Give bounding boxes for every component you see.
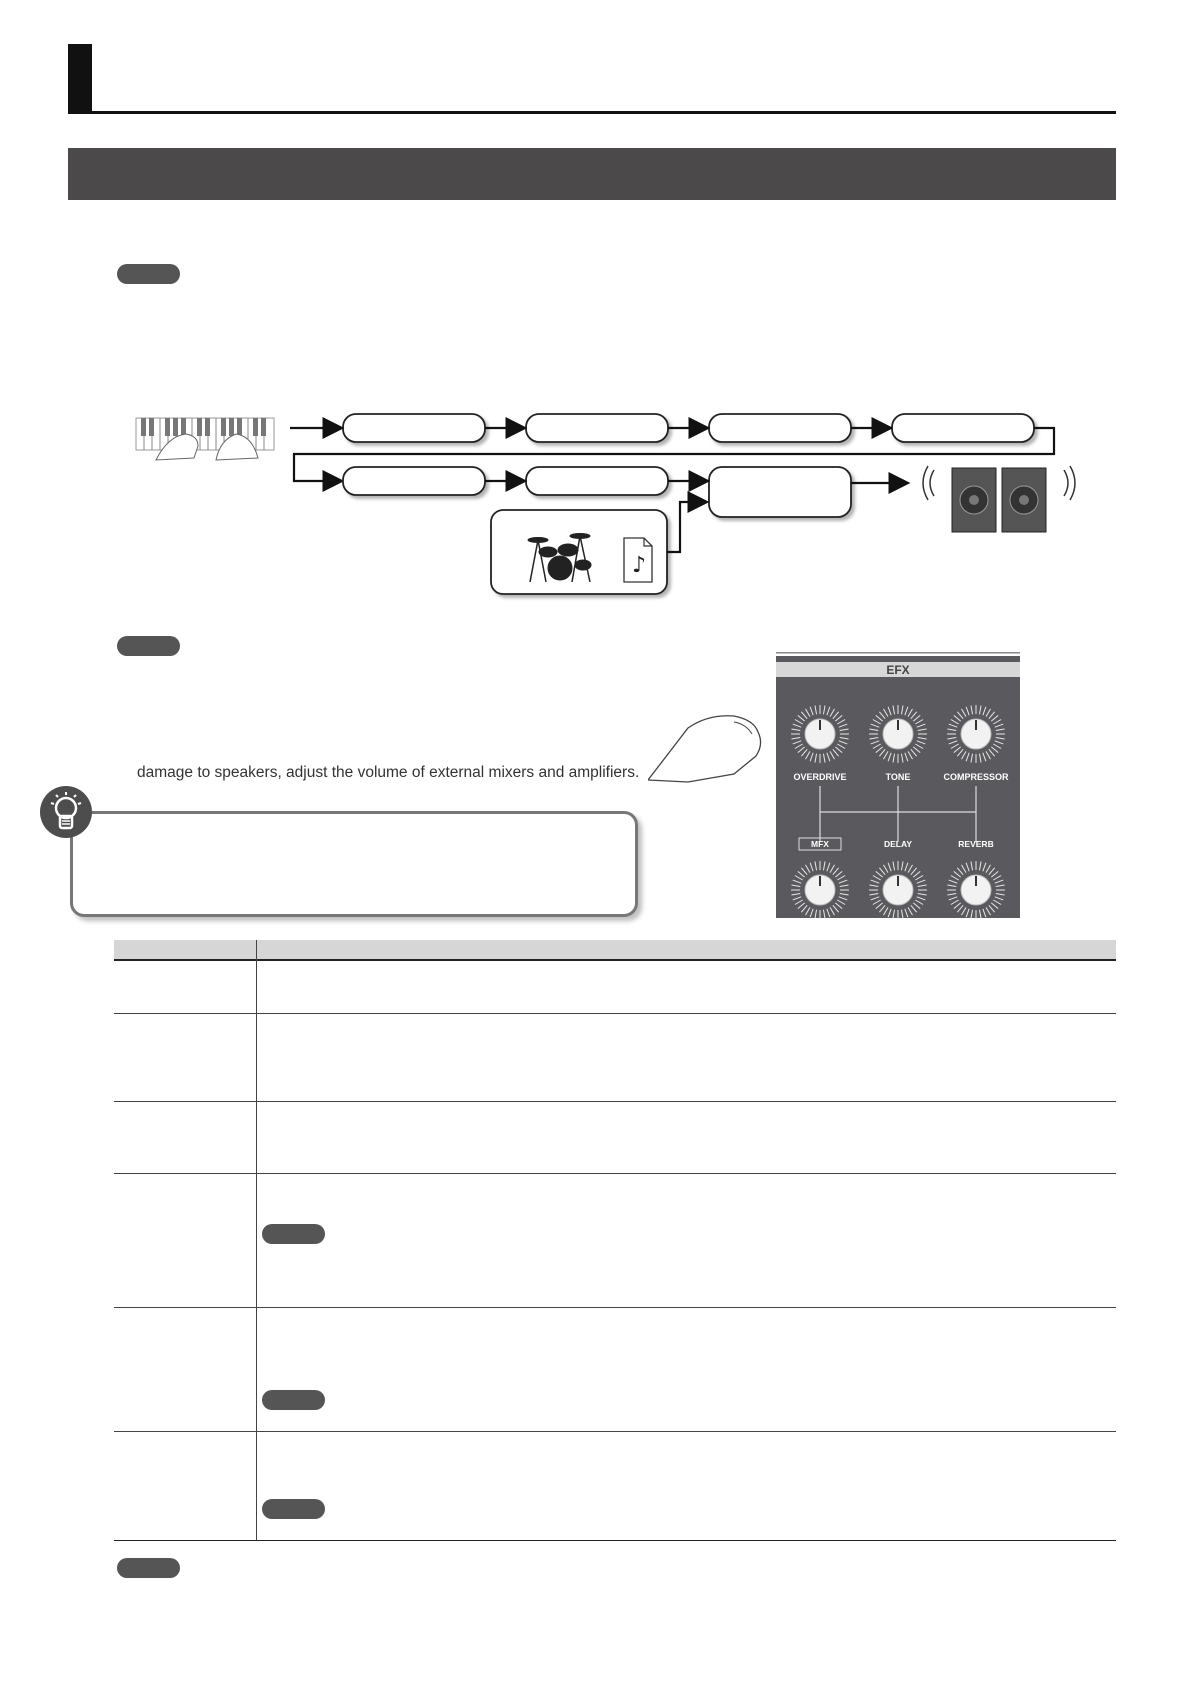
note-badge: [117, 636, 180, 656]
knob-label-tone: TONE: [885, 772, 911, 782]
table-column-divider: [256, 940, 257, 1540]
knob-label-delay: DELAY: [883, 839, 913, 849]
flow-block-4: [892, 414, 1034, 442]
note-badge: [117, 1558, 180, 1578]
note-badge: [117, 264, 180, 284]
section-title-bar: [68, 148, 1116, 200]
knob-label-compressor: COMPRESSOR: [943, 772, 1009, 782]
keyboard-icon: [136, 418, 274, 460]
flow-block-mixer: [709, 467, 851, 517]
speakers-icon: [923, 466, 1075, 532]
hint-lightbulb-icon: [40, 786, 92, 838]
efx-panel: [648, 652, 1028, 922]
flow-block-1: [343, 414, 485, 442]
hand-icon: [648, 716, 761, 782]
table-row: [114, 1540, 1116, 1541]
knob-label-reverb: REVERB: [958, 839, 994, 849]
efx-title: EFX: [886, 663, 910, 677]
note-badge: [262, 1224, 325, 1244]
svg-text:♪: ♪: [632, 553, 647, 578]
header-rule: [68, 111, 1116, 114]
flow-block-6: [526, 467, 668, 495]
flow-block-3: [709, 414, 851, 442]
song-file-icon: [624, 538, 652, 582]
note-badge: [262, 1499, 325, 1519]
table-row: [114, 1431, 1116, 1432]
flow-block-2: [526, 414, 668, 442]
table-row: [114, 1101, 1116, 1102]
table-row: [114, 1013, 1116, 1014]
chapter-marker: [68, 44, 92, 114]
knob-label-mfx: MFX: [811, 839, 829, 849]
flow-block-5: [343, 467, 485, 495]
table-row: [114, 1173, 1116, 1174]
note-badge: [262, 1390, 325, 1410]
table-header: [114, 940, 1116, 959]
hint-box: [70, 811, 638, 917]
body-paragraph: damage to speakers, adjust the volume of external mixers and amplifiers.: [137, 764, 640, 781]
table-row: [114, 1307, 1116, 1308]
knob-label-overdrive: OVERDRIVE: [793, 772, 847, 782]
signal-flow-diagram: [128, 400, 1088, 610]
